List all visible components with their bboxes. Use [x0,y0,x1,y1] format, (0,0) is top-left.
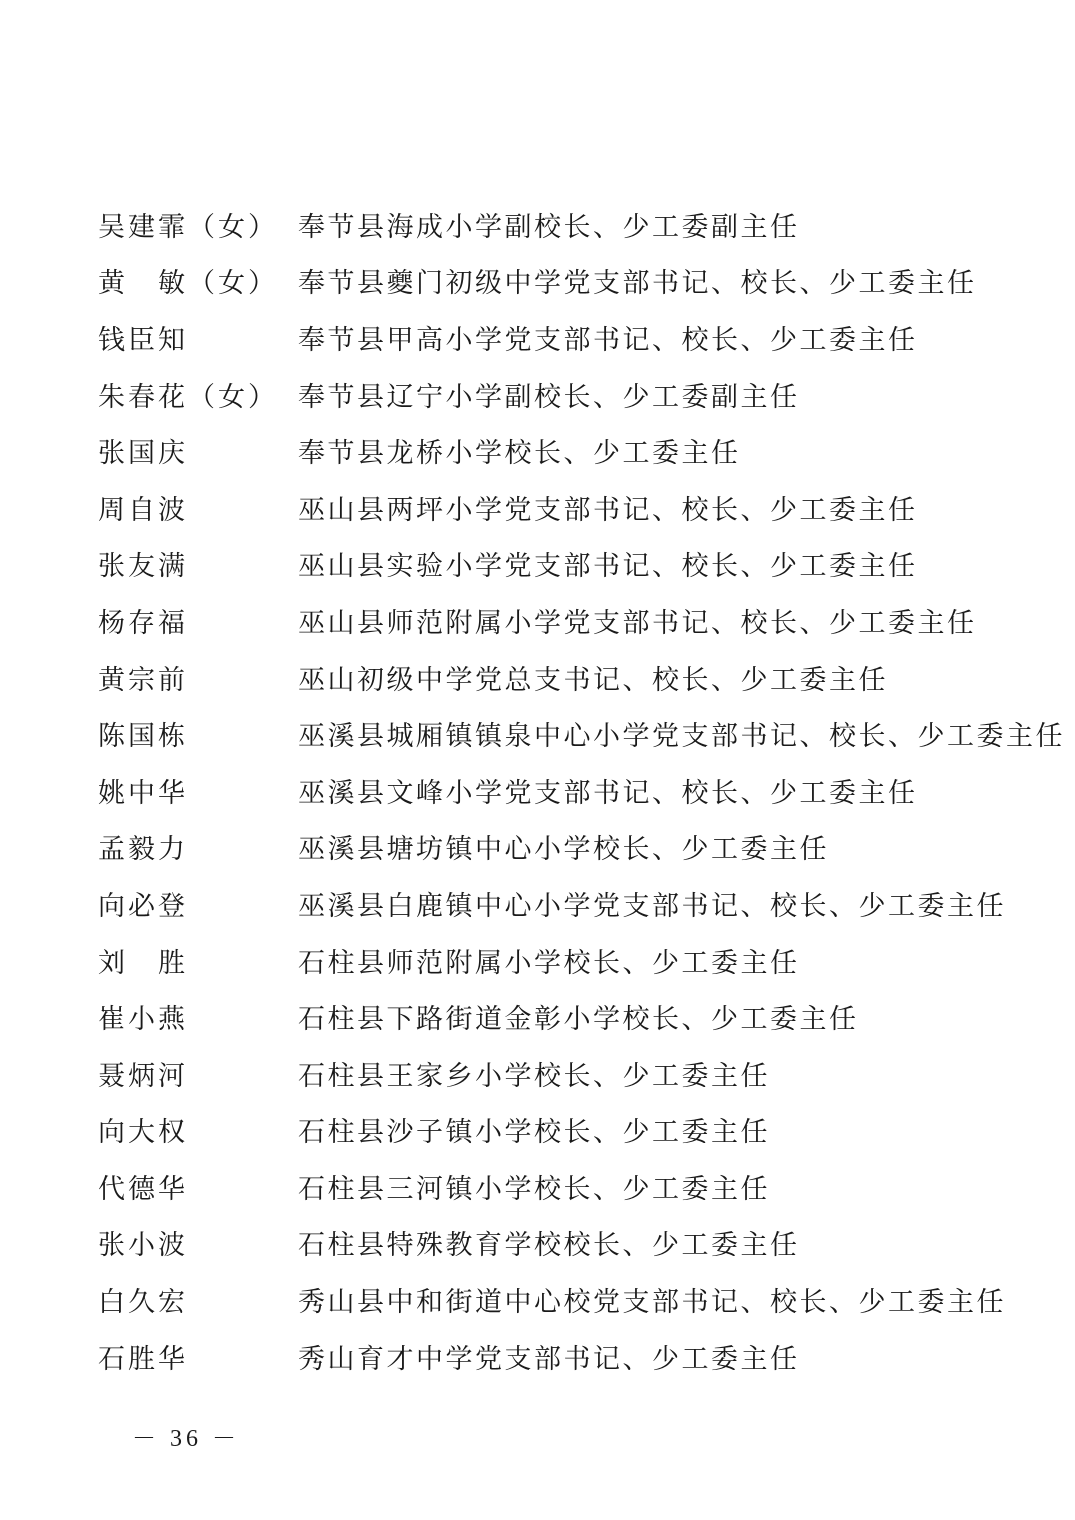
list-item [98,592,998,649]
person-name: 石胜华 [98,1343,188,1375]
list-item [98,1271,1006,1328]
list-item [98,988,998,1045]
list-item [98,1158,998,1215]
person-name: 钱臣知 [98,324,188,356]
person-title: 秀山县中和街道中心校党支部书记、校长、少工委主任 [298,1287,1006,1319]
list-item [98,819,998,876]
list-item [98,932,998,989]
person-title: 巫山初级中学党总支书记、校长、少工委主任 [298,664,888,696]
list-item [98,196,998,253]
person-title: 石柱县王家乡小学校长、少工委主任 [298,1060,770,1092]
person-title: 秀山育才中学党支部书记、少工委主任 [298,1343,800,1375]
person-title: 巫溪县文峰小学党支部书记、校长、少工委主任 [298,777,918,809]
person-title: 石柱县特殊教育学校校长、少工委主任 [298,1230,800,1262]
person-name: 代德华 [98,1173,188,1205]
page-number: － 36 － [132,1426,240,1452]
person-title: 奉节县海成小学副校长、少工委副主任 [298,211,800,243]
person-name: 向必登 [98,890,188,922]
person-title: 巫山县实验小学党支部书记、校长、少工委主任 [298,551,918,583]
person-name: 刘 胜 [98,947,188,979]
list-item [98,366,998,423]
person-name: 周自波 [98,494,188,526]
list-item [98,1102,998,1159]
person-title: 奉节县甲高小学党支部书记、校长、少工委主任 [298,324,918,356]
person-title: 奉节县夔门初级中学党支部书记、校长、少工委主任 [298,268,977,300]
person-title: 巫溪县城厢镇镇泉中心小学党支部书记、校长、少工委主任 [298,721,1065,753]
person-name: 张国庆 [98,438,188,470]
list-item [98,422,998,479]
person-title: 石柱县三河镇小学校长、少工委主任 [298,1173,770,1205]
person-name: 吴建霏（女） [98,211,278,243]
person-title: 巫山县两坪小学党支部书记、校长、少工委主任 [298,494,918,526]
person-title: 巫山县师范附属小学党支部书记、校长、少工委主任 [298,607,977,639]
person-title: 石柱县下路街道金彰小学校长、少工委主任 [298,1004,859,1036]
person-name: 黄宗前 [98,664,188,696]
person-name: 杨存福 [98,607,188,639]
person-title: 奉节县龙桥小学校长、少工委主任 [298,438,741,470]
list-item [98,309,998,366]
list-item [98,479,998,536]
list-item [98,649,998,706]
list-item [98,1045,998,1102]
entry-list [98,196,1065,1384]
list-item [98,536,998,593]
person-name: 向大权 [98,1117,188,1149]
person-name: 朱春花（女） [98,381,278,413]
person-name: 黄 敏（女） [98,268,278,300]
list-item [98,1328,998,1385]
person-title: 石柱县沙子镇小学校长、少工委主任 [298,1117,770,1149]
person-name: 白久宏 [98,1287,188,1319]
person-name: 孟毅力 [98,834,188,866]
person-name: 张小波 [98,1230,188,1262]
person-title: 巫溪县白鹿镇中心小学党支部书记、校长、少工委主任 [298,890,1006,922]
list-item [98,1215,998,1272]
list-item [98,705,1065,762]
list-item [98,875,1006,932]
person-title: 巫溪县塘坊镇中心小学校长、少工委主任 [298,834,829,866]
person-name: 陈国栋 [98,721,188,753]
list-item [98,253,998,310]
person-name: 张友满 [98,551,188,583]
person-name: 聂炳河 [98,1060,188,1092]
person-title: 奉节县辽宁小学副校长、少工委副主任 [298,381,800,413]
person-title: 石柱县师范附属小学校长、少工委主任 [298,947,800,979]
person-name: 姚中华 [98,777,188,809]
list-item [98,762,998,819]
person-name: 崔小燕 [98,1004,188,1036]
